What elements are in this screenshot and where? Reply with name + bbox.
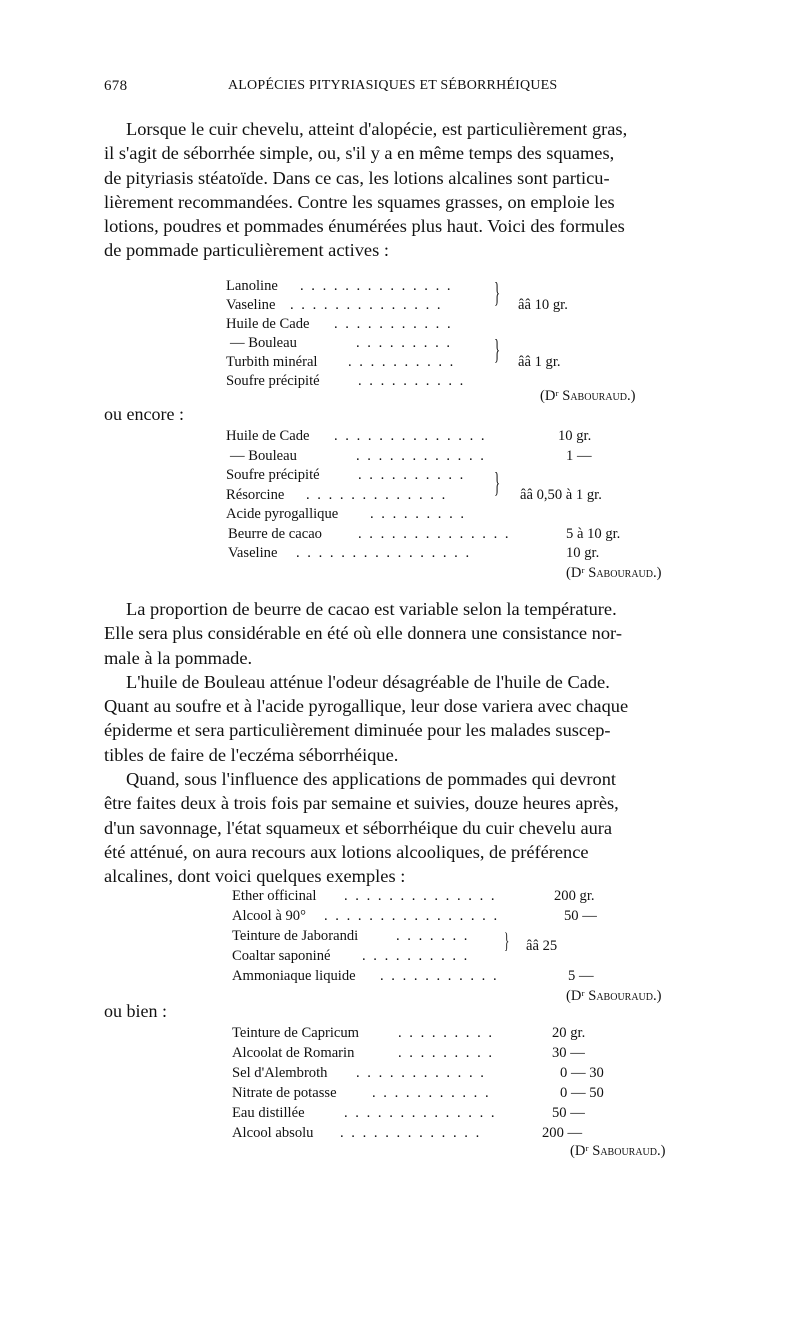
text-line: être faites deux à trois fois par semaine et suivies, douze heures après, [104,793,619,814]
text-line: d'un savonnage, l'état squameux et séborrhéique du cuir chevelu aura [104,817,613,838]
text-line: tibles de faire de l'eczéma séborrhéique. [104,744,399,765]
ingredient-quantity: 5 à 10 gr. [566,526,621,542]
leader-dots: . . . . . . . . . . . . . . . . [324,908,500,924]
page-number: 678 [104,78,128,94]
ingredient-name: Ether officinal [232,888,317,904]
ingredient-name: Ammoniaque liquide [232,968,356,984]
text-line: Quant au soufre et à l'acide pyrogallique, leur dose variera avec chaque [104,696,629,717]
leader-dots: . . . . . . . . . . . . . . [290,297,443,313]
attribution: (Dʳ Sabouraud.) [566,565,662,581]
ingredient-quantity: 200 — [542,1125,583,1141]
ingredient-name: Résorcine [226,487,285,503]
leader-dots: . . . . . . . . . . . [380,968,499,984]
leader-dots: . . . . . . . . . . . . . . . . [296,545,472,561]
group-quantity: ââ 0,50 à 1 gr. [520,487,602,503]
leader-dots: . . . . . . . . . . . . [356,448,486,464]
label-ou-bien: ou bien : [104,1001,167,1021]
leader-dots: . . . . . . . . . . . . . . [344,888,497,904]
ingredient-quantity: 50 — [552,1105,585,1121]
ingredient-quantity: 50 — [564,908,597,924]
leader-dots: . . . . . . . . . . . [372,1085,491,1101]
group-quantity: ââ 25 [526,938,558,954]
text-line: Quand, sous l'influence des applications de pommades qui devront [126,769,617,790]
leader-dots: . . . . . . . . . . . . . . [334,428,487,444]
ingredient-name: — Bouleau [230,448,297,464]
brace: } [494,335,501,366]
page-header [104,78,704,102]
text-line: été atténué, on aura recours aux lotions alcooliques, de préférence [104,841,589,862]
ingredient-quantity: 20 gr. [552,1025,586,1041]
leader-dots: . . . . . . . . . . . . . . [358,526,511,542]
ingredient-name: Huile de Cade [226,428,310,444]
text-line: L'huile de Bouleau atténue l'odeur désagréable de l'huile de Cade. [126,671,610,692]
leader-dots: . . . . . . . . . . [358,467,466,483]
leader-dots: . . . . . . . . . [356,335,453,351]
leader-dots: . . . . . . . . . . . . . . [344,1105,497,1121]
text-line: il s'agit de séborrhée simple, ou, s'il y a en même temps des squames, [104,143,615,164]
ingredient-quantity: 10 gr. [566,545,600,561]
leader-dots: . . . . . . . . . . . [334,316,453,332]
ingredient-quantity: 0 — 30 [560,1065,604,1081]
attribution: (Dʳ Sabouraud.) [570,1143,666,1159]
leader-dots: . . . . . . . . . . . . . . [300,278,453,294]
leader-dots: . . . . . . . . . [370,506,467,522]
discussion-paragraphs [104,597,704,889]
ingredient-name: Turbith minéral [226,354,318,370]
text-line: lièrement recommandées. Contre les squames grasses, on emploie les [104,191,615,212]
leader-dots: . . . . . . . . . . [348,354,456,370]
text-line: lotions, poudres et pommades énumérées plus haut. Voici des formules [104,216,625,237]
text-line: de pityriasis stéatoïde. Dans ce cas, les lotions alcalines sont particu- [104,167,610,188]
ingredient-quantity: 5 — [568,968,594,984]
brace: } [504,928,510,953]
leader-dots: . . . . . . . . . [398,1045,495,1061]
ingredient-name: Alcool absolu [232,1125,314,1141]
leader-dots: . . . . . . . . . . . . [356,1065,486,1081]
brace: } [494,468,501,499]
ingredient-name: Soufre précipité [226,373,320,389]
ingredient-quantity: 10 gr. [558,428,592,444]
ingredient-name: Vaseline [228,545,278,561]
ingredient-name: Soufre précipité [226,467,320,483]
ingredient-quantity: 0 — 50 [560,1085,604,1101]
group-quantity: ââ 10 gr. [518,297,568,313]
text-line: Elle sera plus considérable en été où elle donnera une consistance nor- [104,623,622,644]
ingredient-quantity: 1 — [566,448,592,464]
ingredient-name: Eau distillée [232,1105,305,1121]
attribution: (Dʳ Sabouraud.) [566,988,662,1004]
ingredient-name: Beurre de cacao [228,526,322,542]
text-line: male à la pommade. [104,647,253,668]
ingredient-name: Alcoolat de Romarin [232,1045,355,1061]
text-line: Lorsque le cuir chevelu, atteint d'alopécie, est particulièrement gras, [126,119,628,139]
group-quantity: ââ 1 gr. [518,354,561,370]
ingredient-name: Huile de Cade [226,316,310,332]
ingredient-name: Acide pyrogallique [226,506,339,522]
text-line: La proportion de beurre de cacao est variable selon la température. [126,599,617,619]
leader-dots: . . . . . . . . . . . . . [306,487,448,503]
text-line: alcalines, dont voici quelques exemples : [104,866,406,887]
ingredient-quantity: 200 gr. [554,888,595,904]
leader-dots: . . . . . . . . . [398,1025,495,1041]
ingredient-name: — Bouleau [230,335,297,351]
ingredient-name: Vaseline [226,297,276,313]
leader-dots: . . . . . . . . . . [358,373,466,389]
leader-dots: . . . . . . . . . . . . . [340,1125,482,1141]
intro-paragraph [104,117,704,263]
label-ou-encore: ou encore : [104,404,184,424]
ingredient-name: Nitrate de potasse [232,1085,337,1101]
ingredient-name: Teinture de Capricum [232,1025,360,1041]
brace: } [494,278,501,309]
ingredient-name: Coaltar saponiné [232,948,331,964]
leader-dots: . . . . . . . . . . [362,948,470,964]
text-line: épiderme et sera particulièrement diminuée pour les malades suscep- [104,720,611,741]
attribution: (Dʳ Sabouraud.) [540,388,636,404]
running-title: ALOPÉCIES PITYRIASIQUES ET SÉBORRHÉIQUES [228,78,558,93]
ingredient-name: Alcool à 90° [232,908,306,924]
ingredient-quantity: 30 — [552,1045,585,1061]
text-line: de pommade particulièrement actives : [104,240,389,261]
ingredient-name: Teinture de Jaborandi [232,928,359,944]
ingredient-name: Lanoline [226,278,278,294]
leader-dots: . . . . . . . [396,928,470,944]
ingredient-name: Sel d'Alembroth [232,1065,328,1081]
